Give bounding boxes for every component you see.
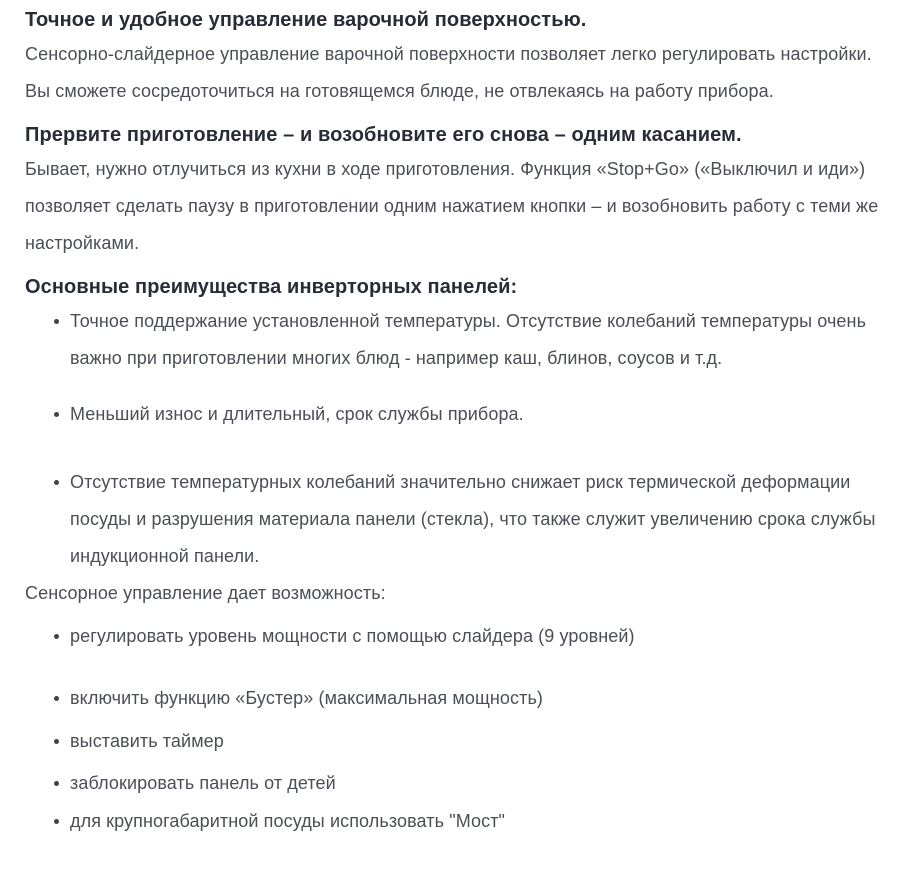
- list-item: для крупногабаритной посуды использовать "Мост": [53, 803, 886, 840]
- section-touch-control: [25, 575, 886, 840]
- section-stop-and-go: [25, 123, 886, 262]
- list-item: регулировать уровень мощности с помощью слайдера (9 уровней): [53, 618, 886, 655]
- touch-control-intro: Сенсорное управление дает возможность:: [25, 583, 386, 603]
- list-item: Точное поддержание установленной температуры. Отсутствие колебаний температуры очень важно при приготовлении многих блюд - например каш, блинов, соусов и т.д.: [53, 303, 886, 377]
- list-item: включить функцию «Бустер» (максимальная мощность): [53, 680, 886, 717]
- section-inverter-advantages: [25, 275, 886, 575]
- section-heading-stop-and-go: Прервите приготовление – и возобновите его снова – одним касанием.: [25, 124, 742, 146]
- section-precise-control: [25, 8, 886, 110]
- section-paragraph-stop-and-go: Бывает, нужно отлучиться из кухни в ходе приготовления. Функция «Stop+Go» («Выключил и иди») позволяет сделать паузу в приготовлении одним нажатием кнопки – и возобновить работу с теми же настройками.: [25, 159, 879, 253]
- list-item: заблокировать панель от детей: [53, 765, 886, 802]
- advantages-list: [25, 303, 886, 575]
- section-heading-inverter-advantages: Основные преимущества инверторных панелей:: [25, 276, 518, 298]
- list-item: Отсутствие температурных колебаний значительно снижает риск термической деформации посуды и разрушения материала панели (стекла), что также служит увеличению срока службы индукционной панели.: [53, 464, 886, 575]
- section-heading-precise-control: Точное и удобное управление варочной поверхностью.: [25, 9, 587, 31]
- section-paragraph-precise-control: Сенсорно-слайдерное управление варочной поверхности позволяет легко регулировать настройки. Вы сможете сосредоточиться на готовящемся блюде, не отвлекаясь на работу прибора.: [25, 44, 872, 101]
- list-item: Меньший износ и длительный, срок службы прибора.: [53, 396, 886, 433]
- touch-control-list: [25, 618, 886, 840]
- list-item: выставить таймер: [53, 723, 886, 760]
